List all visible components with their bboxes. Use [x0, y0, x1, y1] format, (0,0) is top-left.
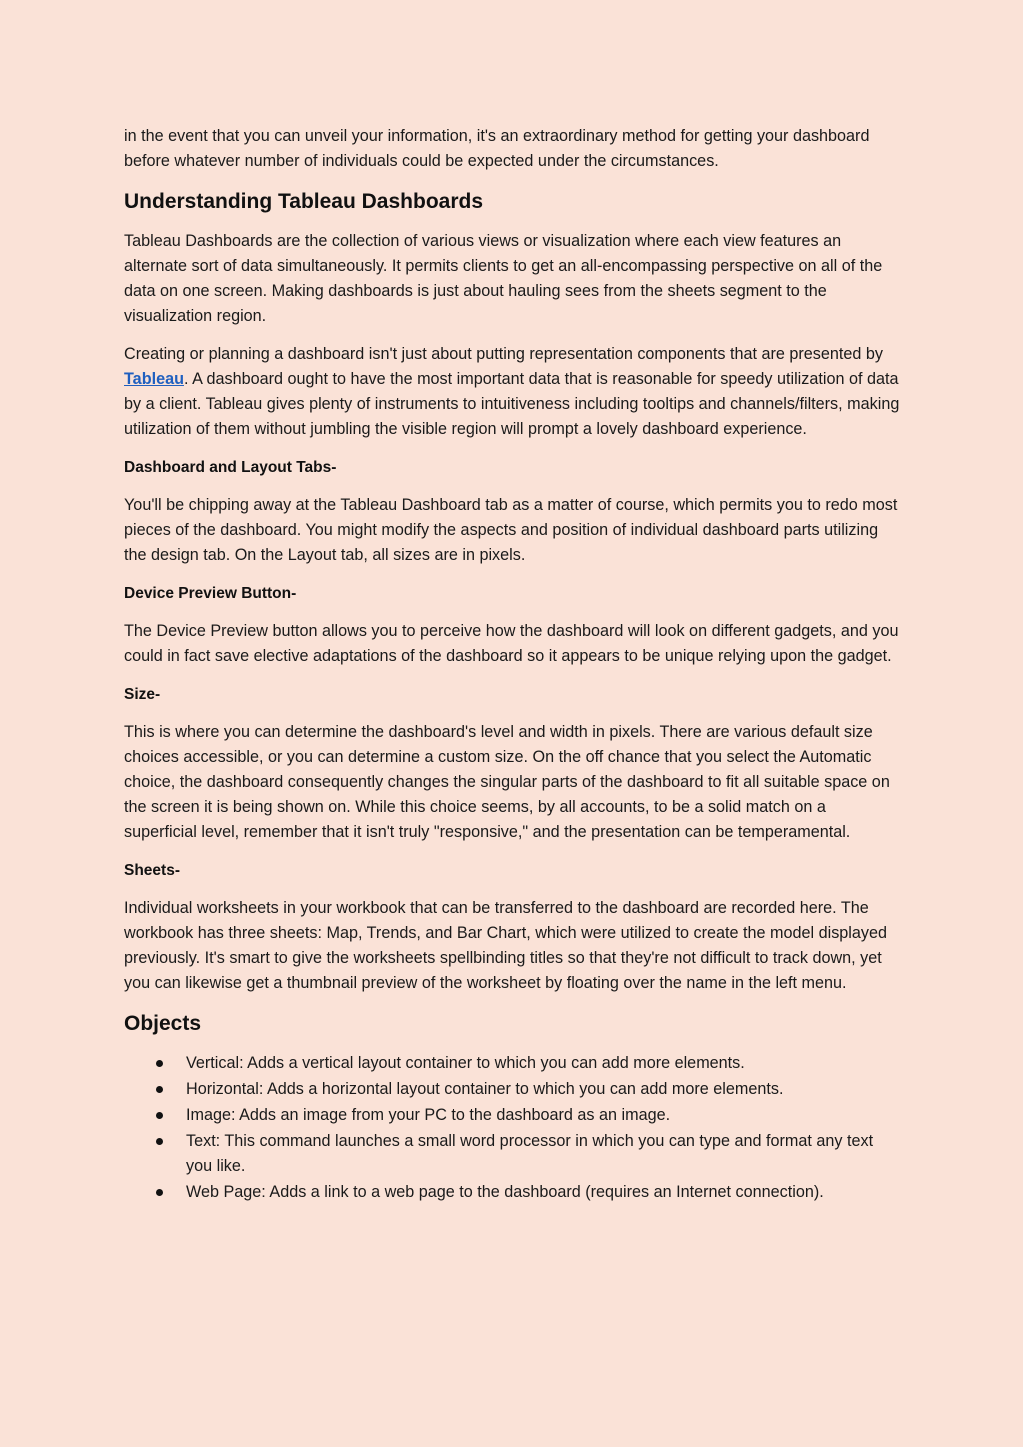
device-preview-paragraph: The Device Preview button allows you to perceive how the dashboard will look on different gadgets, and you could in fact save elective adaptations of the dashboard so it appears to be unique relying upon the gadget.	[124, 622, 899, 665]
understanding-paragraph-1: Tableau Dashboards are the collection of various views or visualization where each view features an alternate sort of data simultaneously. It permits clients to get an all-encompassing perspective on all of the data on one screen. Making dashboards is just about hauling sees from the sheets segment to the visualization region.	[124, 232, 883, 325]
tableau-link[interactable]: Tableau	[124, 370, 184, 388]
size-heading: Size-	[124, 686, 161, 703]
objects-heading: Objects	[124, 1012, 202, 1035]
list-item-text: Image: Adds an image from your PC to the dashboard as an image.	[186, 1106, 671, 1124]
bullet-icon	[156, 1086, 163, 1093]
sheets-heading: Sheets-	[124, 862, 180, 879]
layout-tabs-heading: Dashboard and Layout Tabs-	[124, 459, 337, 476]
list-item-text: Vertical: Adds a vertical layout container to which you can add more elements.	[186, 1054, 745, 1072]
understanding-p2-after: . A dashboard ought to have the most important data that is reasonable for speedy utilization of data by a client. Tableau gives plenty of instruments to intuitiveness including tooltips and channels/filters, making utilization of them without jumbling the visible region will prompt a lovely dashboard experience.	[124, 370, 900, 438]
understanding-p2-before: Creating or planning a dashboard isn't just about putting representation components that are presented by	[124, 345, 884, 363]
list-item-text: Horizontal: Adds a horizontal layout container to which you can add more elements.	[186, 1080, 784, 1098]
intro-paragraph: in the event that you can unveil your information, it's an extraordinary method for getting your dashboard before whatever number of individuals could be expected under the circumstances.	[124, 127, 870, 170]
list-item	[124, 1051, 900, 1076]
understanding-paragraph-2	[124, 342, 900, 442]
list-item	[124, 1129, 900, 1179]
device-preview-heading: Device Preview Button-	[124, 585, 297, 602]
bullet-icon	[156, 1138, 163, 1145]
bullet-icon	[156, 1060, 163, 1067]
document-page	[124, 124, 900, 1206]
list-item	[124, 1180, 900, 1205]
bullet-icon	[156, 1189, 163, 1196]
understanding-heading: Understanding Tableau Dashboards	[124, 190, 483, 213]
list-item-text: Text: This command launches a small word processor in which you can type and format any text you like.	[186, 1132, 874, 1175]
sheets-paragraph: Individual worksheets in your workbook that can be transferred to the dashboard are recorded here. The workbook has three sheets: Map, Trends, and Bar Chart, which were utilized to create the model displayed previously. It's smart to give the worksheets spellbinding titles so that they're not difficult to track down, yet you can likewise get a thumbnail preview of the worksheet by floating over the name in the left menu.	[124, 899, 888, 992]
list-item	[124, 1103, 900, 1128]
layout-tabs-paragraph: You'll be chipping away at the Tableau Dashboard tab as a matter of course, which permits you to redo most pieces of the dashboard. You might modify the aspects and position of individual dashboard parts utilizing the design tab. On the Layout tab, all sizes are in pixels.	[124, 496, 898, 564]
size-paragraph: This is where you can determine the dashboard's level and width in pixels. There are various default size choices accessible, or you can determine a custom size. On the off chance that you select the Automatic choice, the dashboard consequently changes the singular parts of the dashboard to fit all suitable space on the screen it is being shown on. While this choice seems, by all accounts, to be a solid match on a superficial level, remember that it isn't truly "responsive," and the presentation can be temperamental.	[124, 723, 890, 841]
objects-list	[124, 1051, 900, 1205]
list-item-text: Web Page: Adds a link to a web page to the dashboard (requires an Internet connection).	[186, 1183, 824, 1201]
list-item	[124, 1077, 900, 1102]
bullet-icon	[156, 1112, 163, 1119]
